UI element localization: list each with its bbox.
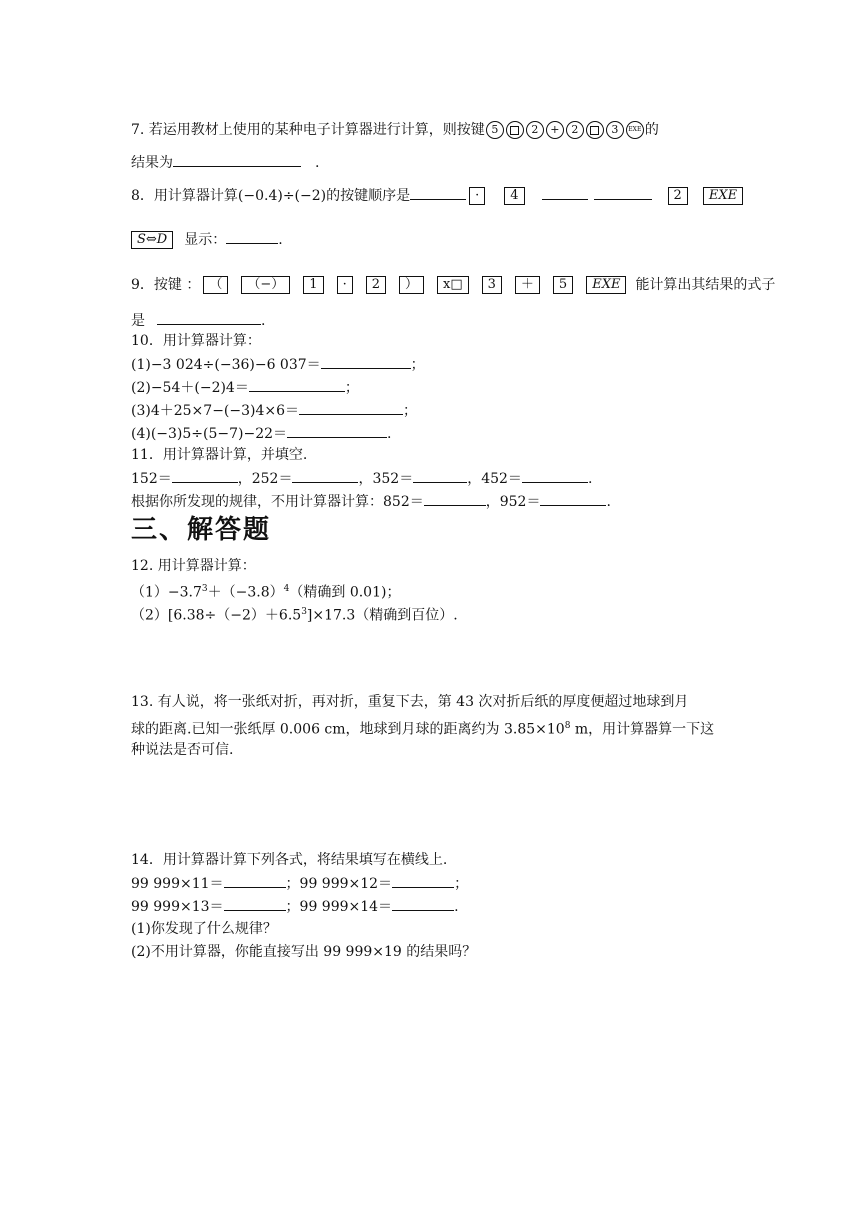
key-rparen: ） [399,276,424,294]
q13-exp: 8 [564,721,571,731]
q12-part-2 [131,602,458,626]
q10-end: . [387,426,392,442]
key-dot: · [469,187,485,205]
q14-text: 99 999×11＝ [131,876,224,892]
q11-blank-45[interactable] [522,468,588,483]
q14-text: 99 999×13＝ [131,899,224,915]
q12-exp: 3 [201,584,208,594]
q11-text: 152＝ [131,471,172,487]
q10-item-text: (4)(−3)5÷(5−7)−22＝ [131,426,288,442]
q12-text: （精确到 0.01)； [289,584,401,601]
q13-line2 [131,716,714,740]
q11-text: ，452＝ [467,471,522,487]
q14-blank-11[interactable] [224,873,286,888]
q9-prefix: 9．按键 ： [131,277,201,293]
key-3-q9: 3 [482,276,502,294]
q14-blank-13[interactable] [224,896,286,911]
q8-line2: S⇔D 显示： . [131,229,283,250]
q11-line1 [131,468,592,489]
q14-blank-14[interactable] [392,896,454,911]
q12-exp: 3 [301,607,307,617]
key-5-q9: 5 [553,276,573,294]
q10-blank-1[interactable] [321,354,411,369]
q10-title: 10．用计算器计算： [131,333,261,349]
q14-blank-12[interactable] [392,873,454,888]
q8-blank-1[interactable] [410,185,466,200]
key-plus-icon: + [546,121,564,139]
q14-line2 [131,896,459,917]
q8-display-label: 显示： [184,232,227,248]
q7-line2 [131,152,319,173]
q12-text: ＋（−3.8） [207,584,284,601]
q9-answer-blank[interactable] [157,310,261,325]
key-4: 4 [504,187,524,205]
key-exe-q9: EXE [586,276,626,294]
q7-line1 [131,120,659,140]
q14-text: ；99 999×12＝ [285,876,393,892]
key-power2-icon [586,121,604,139]
key-2b-icon: 2 [566,121,584,139]
q11-blank-35[interactable] [413,468,467,483]
q11-blank-95[interactable] [540,491,606,506]
q7-prefix: 7. 若运用教材上使用的某种电子计算器进行计算，则按键 [131,122,485,138]
q14-text: ； [454,876,469,892]
q9-line2-label: 是 [131,313,145,329]
q11-blank-15[interactable] [172,468,238,483]
q10-item-2 [131,377,359,398]
q9-line1 [131,275,775,295]
q11-text: ，352＝ [358,471,414,487]
q10-item-text: (3)4＋25×7−(−3)4×6＝ [131,403,300,419]
q9-line2: 是 . [131,310,265,331]
key-negative: （−） [241,276,290,294]
q10-end: ； [344,380,359,396]
key-power-icon [506,121,524,139]
q7-period: . [315,155,320,171]
q10-item-3 [131,400,417,421]
q12-part-1 [131,579,400,603]
q11-text: 根据你所发现的规律，不用计算器计算：852＝ [131,494,424,510]
key-exe: EXE [703,187,743,205]
q10-end: ； [403,403,418,419]
q11-blank-25[interactable] [292,468,358,483]
q11-title: 11．用计算器计算，并填空. [131,447,308,463]
q10-blank-2[interactable] [249,377,345,392]
q12-text: ]×17.3（精确到百位）. [306,607,458,624]
key-exe-icon: EXE [626,121,644,139]
q9-suffix: 能计算出其结果的式子 [635,277,776,293]
key-dot-2: · [337,276,353,294]
key-2: 2 [668,187,688,205]
q11-text: . [587,471,593,487]
q11-line2 [131,491,611,512]
q11-text: ，952＝ [485,494,541,510]
q8-blank-2[interactable] [542,185,588,200]
q7-result-label: 结果为 [131,155,173,171]
q14-text: . [454,899,459,915]
key-2-q9: 2 [366,276,386,294]
q10-blank-3[interactable] [299,400,403,415]
q12-text: （1）−3.7 [131,584,202,601]
key-1: 1 [303,276,323,294]
q7-answer-blank[interactable] [173,152,301,167]
q14-text: ；99 999×14＝ [285,899,393,915]
q10-end: ； [410,357,425,373]
key-power: x□ [437,276,469,294]
q8-prefix: 8．用计算器计算(−0.4)÷(−2)的按键顺序是 [131,188,411,204]
q13-text: m，用计算器算一下这 [570,721,715,738]
key-s-d: S⇔D [131,231,173,249]
q12-title: 12. 用计算器计算： [131,558,256,574]
q12-exp: 4 [283,584,290,594]
q10-item-4 [131,423,392,444]
q14-line1 [131,873,468,894]
section-heading: 三、解答题 [131,515,272,545]
q11-text: ，252＝ [237,471,293,487]
q13-line1: 13. 有人说，将一张纸对折，再对折，重复下去，第 43 次对折后纸的厚度便超过地球到月 [131,694,689,710]
key-3-icon: 3 [606,121,624,139]
q13-text: 球的距离.已知一张纸厚 0.006 cm，地球到月球的距离约为 3.85×10 [131,721,565,738]
q10-item-text: (1)−3 024÷(−36)−6 037＝ [131,357,321,373]
q10-item-1 [131,354,425,375]
q11-text: . [606,494,611,510]
key-lparen: （ [203,276,228,294]
q14-sub-2: (2)不用计算器，你能直接写出 99 999×19 的结果吗？ [131,944,477,960]
q8-blank-3[interactable] [594,185,652,200]
q10-item-text: (2)−54＋(−2)4＝ [131,380,249,396]
q14-sub-1: (1)你发现了什么规律？ [131,921,277,937]
key-5-icon: 5 [486,121,504,139]
q10-blank-4[interactable] [287,423,387,438]
q8-display-blank[interactable] [226,229,278,244]
q8-line1 [131,185,746,206]
key-2-icon: 2 [526,121,544,139]
q12-text: （2）[6.38÷（−2）＋6.5 [131,607,302,624]
q7-suffix: 的 [644,122,659,138]
q13-line3: 种说法是否可信. [131,742,234,758]
key-plus: ＋ [515,276,540,294]
q11-blank-85[interactable] [424,491,486,506]
q14-title: 14．用计算器计算下列各式，将结果填写在横线上. [131,852,448,868]
